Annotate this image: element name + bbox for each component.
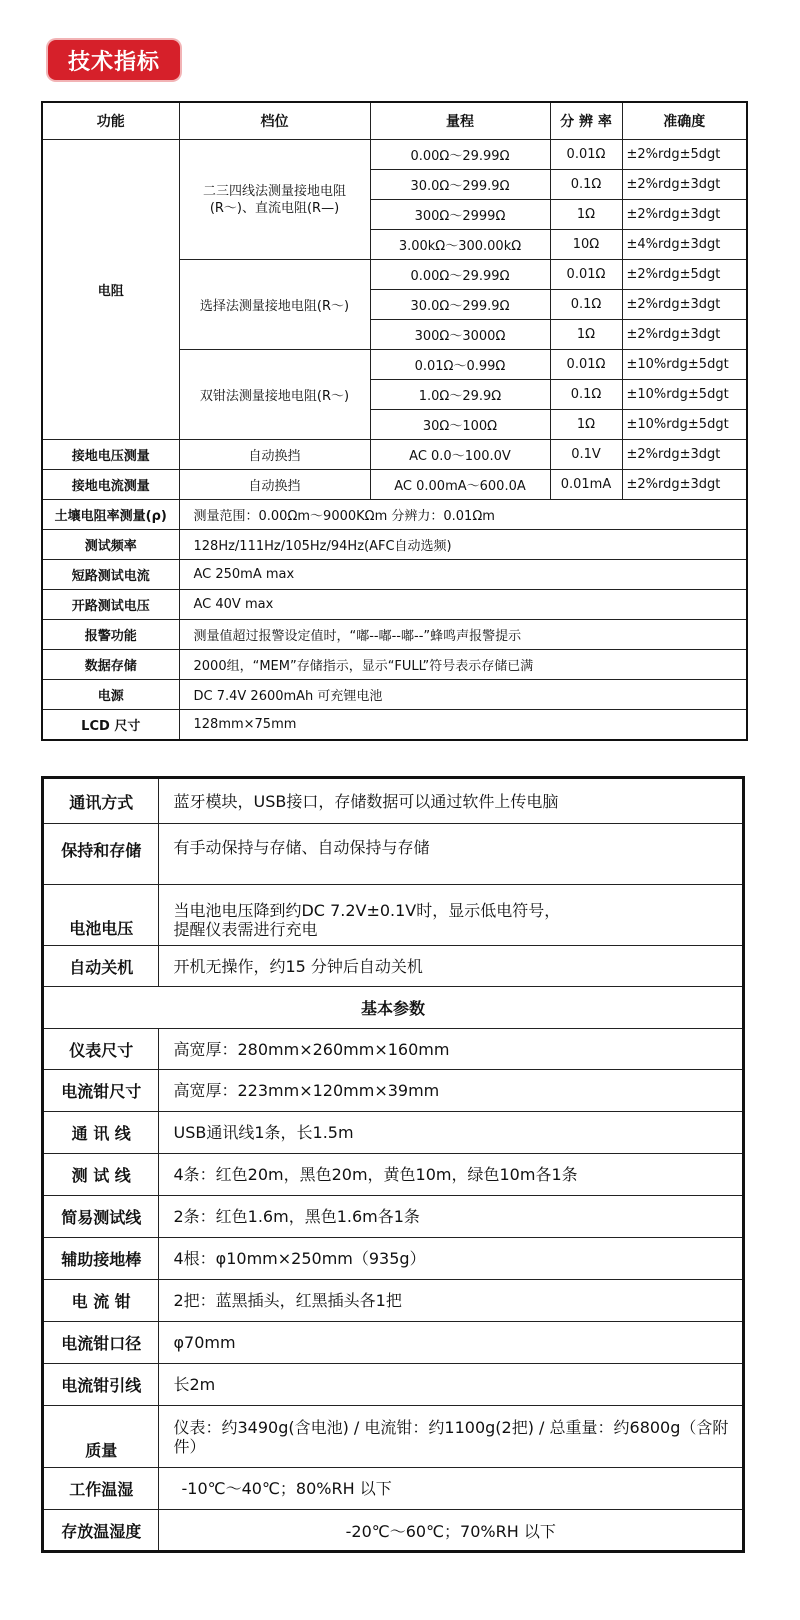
row-label: 辅助接地棒 <box>43 1238 159 1280</box>
range-cell: 30Ω～100Ω <box>370 410 550 440</box>
row-value: 测量值超过报警设定值时，“嘟--嘟--嘟--”蜂鸣声报警提示 <box>179 620 747 650</box>
row-label: 通 讯 线 <box>43 1112 159 1154</box>
row-label: 电流钳引线 <box>43 1364 159 1406</box>
row-label: 电池电压 <box>43 885 159 946</box>
table-row <box>43 1029 744 1070</box>
table-row <box>42 500 747 530</box>
row-value: -20℃～60℃；70%RH 以下 <box>159 1510 744 1552</box>
row-label: 电流钳口径 <box>43 1322 159 1364</box>
resolution-cell: 0.01Ω <box>550 350 622 380</box>
table-row <box>42 710 747 741</box>
table-row <box>42 470 747 500</box>
row-value: AC 40V max <box>179 590 747 620</box>
resolution-cell: 1Ω <box>550 200 622 230</box>
section-title-badge <box>48 40 180 80</box>
row-value: 有手动保持与存储、自动保持与存储 <box>159 824 744 885</box>
resolution-cell: 1Ω <box>550 320 622 350</box>
accuracy-cell: ±2%rdg±3dgt <box>622 470 747 500</box>
row-value: 测量范围：0.00Ωm～9000KΩm 分辨力：0.01Ωm <box>179 500 747 530</box>
range-cell: 300Ω～3000Ω <box>370 320 550 350</box>
mode-cell: 二三四线法测量接地电阻 (R～)、直流电阻(R—) <box>179 140 370 260</box>
range-cell: AC 0.00mA～600.0A <box>370 470 550 500</box>
table-row <box>42 650 747 680</box>
resolution-cell: 0.01mA <box>550 470 622 500</box>
table-row <box>42 590 747 620</box>
row-label: 测 试 线 <box>43 1154 159 1196</box>
accuracy-cell: ±2%rdg±5dgt <box>622 260 747 290</box>
table-row <box>43 1070 744 1112</box>
accuracy-cell: ±2%rdg±5dgt <box>622 140 747 170</box>
row-label: 短路测试电流 <box>42 560 179 590</box>
row-label: 工作温湿 <box>43 1468 159 1510</box>
table-row <box>42 620 747 650</box>
row-value: 128mm×75mm <box>179 710 747 741</box>
accuracy-cell: ±4%rdg±3dgt <box>622 230 747 260</box>
row-label: 数据存储 <box>42 650 179 680</box>
section-heading: 基本参数 <box>43 987 744 1029</box>
range-cell: 3.00kΩ～300.00kΩ <box>370 230 550 260</box>
mode-cell: 选择法测量接地电阻(R～) <box>179 260 370 350</box>
row-value: 4条：红色20m，黑色20m，黄色10m，绿色10m各1条 <box>159 1154 744 1196</box>
table-row <box>43 1238 744 1280</box>
spec-table <box>41 101 748 741</box>
function-cell-resistance: 电阻 <box>42 140 179 440</box>
accuracy-cell: ±10%rdg±5dgt <box>622 380 747 410</box>
row-value: 高宽厚：280mm×260mm×160mm <box>159 1029 744 1070</box>
mode-cell: 自动换挡 <box>179 470 370 500</box>
row-value: 开机无操作，约15 分钟后自动关机 <box>159 946 744 987</box>
table-row <box>43 1280 744 1322</box>
mode-cell: 双钳法测量接地电阻(R～) <box>179 350 370 440</box>
table-row <box>42 140 747 170</box>
row-value: φ70mm <box>159 1322 744 1364</box>
table-row <box>43 946 744 987</box>
table-row <box>43 1468 744 1510</box>
accuracy-cell: ±2%rdg±3dgt <box>622 200 747 230</box>
header-mode: 档位 <box>179 102 370 140</box>
function-cell: 接地电流测量 <box>42 470 179 500</box>
range-cell: 30.0Ω～299.9Ω <box>370 290 550 320</box>
row-value: 当电池电压降到约DC 7.2V±0.1V时，显示低电符号， 提醒仪表需进行充电 <box>159 885 744 946</box>
row-value: 高宽厚：223mm×120mm×39mm <box>159 1070 744 1112</box>
table-row <box>43 1406 744 1468</box>
table-row <box>42 440 747 470</box>
accuracy-cell: ±2%rdg±3dgt <box>622 170 747 200</box>
row-value: 仪表：约3490g(含电池) / 电流钳：约1100g(2把) / 总重量：约6800g（含附件） <box>159 1406 744 1468</box>
table-row <box>43 824 744 885</box>
accuracy-cell: ±2%rdg±3dgt <box>622 440 747 470</box>
resolution-cell: 0.1V <box>550 440 622 470</box>
header-accuracy: 准确度 <box>622 102 747 140</box>
accuracy-cell: ±2%rdg±3dgt <box>622 290 747 320</box>
table-row <box>42 680 747 710</box>
accuracy-cell: ±10%rdg±5dgt <box>622 410 747 440</box>
params-table <box>41 776 745 1553</box>
row-label: 保持和存储 <box>43 824 159 885</box>
header-range: 量程 <box>370 102 550 140</box>
row-label: 简易测试线 <box>43 1196 159 1238</box>
function-cell: 接地电压测量 <box>42 440 179 470</box>
resolution-cell: 10Ω <box>550 230 622 260</box>
resolution-cell: 0.01Ω <box>550 140 622 170</box>
table-row <box>43 1112 744 1154</box>
row-label: 质量 <box>43 1406 159 1468</box>
row-label: 存放温湿度 <box>43 1510 159 1552</box>
table-row <box>43 885 744 946</box>
range-cell: 300Ω～2999Ω <box>370 200 550 230</box>
table-row <box>43 778 744 824</box>
row-value: 128Hz/111Hz/105Hz/94Hz(AFC自动选频) <box>179 530 747 560</box>
table-row <box>42 530 747 560</box>
table-row <box>42 560 747 590</box>
row-label: 自动关机 <box>43 946 159 987</box>
row-label: 电 流 钳 <box>43 1280 159 1322</box>
table-row <box>43 1364 744 1406</box>
range-cell: AC 0.0～100.0V <box>370 440 550 470</box>
accuracy-cell: ±2%rdg±3dgt <box>622 320 747 350</box>
range-cell: 0.00Ω～29.99Ω <box>370 140 550 170</box>
resolution-cell: 0.1Ω <box>550 290 622 320</box>
table-row <box>43 1510 744 1552</box>
row-label: 通讯方式 <box>43 778 159 824</box>
resolution-cell: 0.1Ω <box>550 380 622 410</box>
row-label: 电源 <box>42 680 179 710</box>
row-label: 仪表尺寸 <box>43 1029 159 1070</box>
section-title: 技术指标 <box>67 49 160 75</box>
range-cell: 0.00Ω～29.99Ω <box>370 260 550 290</box>
range-cell: 0.01Ω～0.99Ω <box>370 350 550 380</box>
row-label: LCD 尺寸 <box>42 710 179 741</box>
table-row <box>43 1196 744 1238</box>
row-value: 2000组，“MEM”存储指示，显示“FULL”符号表示存储已满 <box>179 650 747 680</box>
row-value: DC 7.4V 2600mAh 可充锂电池 <box>179 680 747 710</box>
resolution-cell: 0.01Ω <box>550 260 622 290</box>
row-value: 蓝牙模块，USB接口，存储数据可以通过软件上传电脑 <box>159 778 744 824</box>
row-value: AC 250mA max <box>179 560 747 590</box>
row-value: 4根：φ10mm×250mm（935g） <box>159 1238 744 1280</box>
row-label: 土壤电阻率测量(ρ) <box>42 500 179 530</box>
section-row <box>43 987 744 1029</box>
row-value: USB通讯线1条，长1.5m <box>159 1112 744 1154</box>
resolution-cell: 1Ω <box>550 410 622 440</box>
range-cell: 1.0Ω～29.9Ω <box>370 380 550 410</box>
row-label: 报警功能 <box>42 620 179 650</box>
header-resolution: 分 辨 率 <box>550 102 622 140</box>
range-cell: 30.0Ω～299.9Ω <box>370 170 550 200</box>
spec-table-header <box>42 102 747 140</box>
header-function: 功能 <box>42 102 179 140</box>
row-value: 2把：蓝黑插头，红黑插头各1把 <box>159 1280 744 1322</box>
row-label: 开路测试电压 <box>42 590 179 620</box>
row-value: 2条：红色1.6m，黑色1.6m各1条 <box>159 1196 744 1238</box>
row-value: 长2m <box>159 1364 744 1406</box>
accuracy-cell: ±10%rdg±5dgt <box>622 350 747 380</box>
row-label: 电流钳尺寸 <box>43 1070 159 1112</box>
resolution-cell: 0.1Ω <box>550 170 622 200</box>
row-label: 测试频率 <box>42 530 179 560</box>
table-row <box>43 1322 744 1364</box>
row-value: -10℃～40℃；80%RH 以下 <box>159 1468 744 1510</box>
mode-cell: 自动换挡 <box>179 440 370 470</box>
table-row <box>43 1154 744 1196</box>
